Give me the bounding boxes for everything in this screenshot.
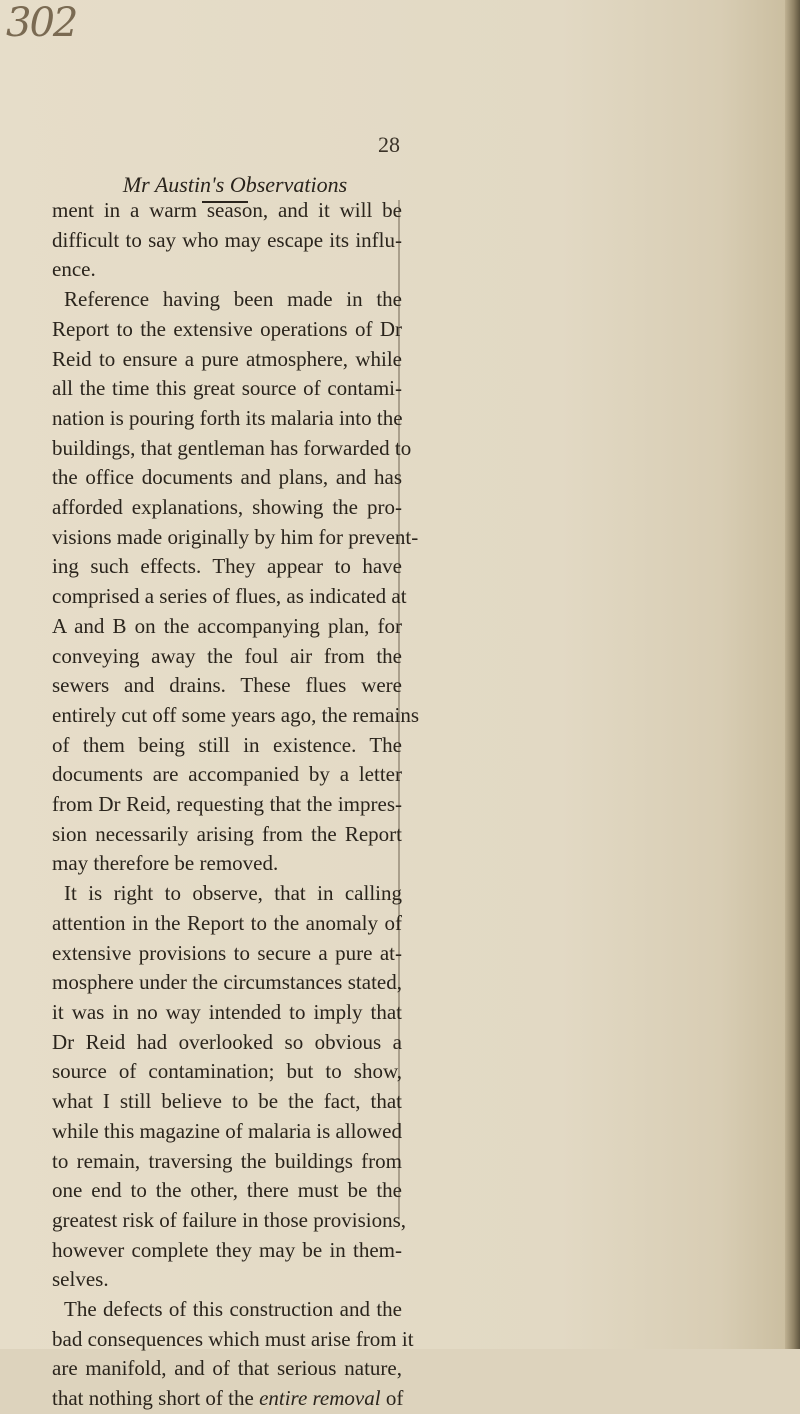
text-line: may therefore be removed. bbox=[52, 851, 279, 876]
text-line: extensive provisions to secure a pure at- bbox=[52, 940, 402, 965]
text-line: source of contamination; but to show, bbox=[52, 1059, 402, 1084]
text-line: however complete they may be in them- bbox=[52, 1237, 402, 1262]
page-number: 28 bbox=[378, 132, 400, 157]
text-line: it was in no way intended to imply that bbox=[52, 999, 402, 1024]
handwritten-folio-note: 302 bbox=[6, 0, 77, 46]
text-line: afforded explanations, showing the pro- bbox=[52, 495, 402, 520]
text-line: conveying away the foul air from the bbox=[52, 643, 402, 668]
text-line: what I still believe to be the fact, that bbox=[52, 1089, 402, 1114]
text-line: comprised a series of flues, as indicated at bbox=[52, 584, 407, 609]
final-line-start: that nothing short of the bbox=[52, 1386, 260, 1411]
body-text bbox=[52, 196, 419, 1414]
text-line: The defects of this construction and the bbox=[64, 1297, 402, 1322]
page-edge-shadow bbox=[785, 0, 800, 1349]
text-line: attention in the Report to the anomaly of bbox=[52, 910, 402, 935]
text-line: entirely cut off some years ago, the remains bbox=[52, 702, 419, 727]
text-line: Dr Reid had overlooked so obvious a bbox=[52, 1029, 402, 1054]
text-line: the office documents and plans, and has bbox=[52, 465, 402, 490]
text-line: selves. bbox=[52, 1267, 109, 1292]
text-line: ence. bbox=[52, 257, 96, 282]
text-line: sewers and drains. These flues were bbox=[52, 673, 402, 698]
text-line: Reid to ensure a pure atmosphere, while bbox=[52, 346, 402, 371]
text-line: are manifold, and of that serious nature, bbox=[52, 1356, 402, 1381]
text-line: It is right to observe, that in calling bbox=[64, 881, 402, 906]
text-line: visions made originally by him for prevent- bbox=[52, 524, 419, 549]
final-line-end: of bbox=[380, 1386, 404, 1411]
text-line: A and B on the accompanying plan, for bbox=[52, 613, 402, 638]
text-line: bad consequences which must arise from it bbox=[52, 1326, 414, 1351]
text-line-final bbox=[52, 1384, 402, 1414]
emphasized-phrase: entire removal bbox=[259, 1386, 381, 1411]
text-line: from Dr Reid, requesting that the impres- bbox=[52, 792, 402, 817]
text-line: ment in a warm season, and it will be bbox=[52, 198, 402, 222]
text-line: ing such effects. They appear to have bbox=[52, 554, 402, 579]
text-line: documents are accompanied by a letter bbox=[52, 762, 402, 787]
text-line: mosphere under the circumstances stated, bbox=[52, 970, 402, 995]
text-line: Report to the extensive operations of Dr bbox=[52, 316, 402, 341]
running-header: Mr Austin's Observations bbox=[122, 172, 348, 197]
text-line: difficult to say who may escape its influ- bbox=[52, 227, 402, 252]
text-line: of them being still in existence. The bbox=[52, 732, 402, 757]
text-line: one end to the other, there must be the bbox=[52, 1178, 402, 1203]
text-line: greatest risk of failure in those provisions, bbox=[52, 1207, 407, 1232]
text-line: sion necessarily arising from the Report bbox=[52, 821, 402, 846]
text-line: nation is pouring forth its malaria into the bbox=[52, 405, 403, 430]
text-line: to remain, traversing the buildings from bbox=[52, 1148, 402, 1173]
text-line: while this magazine of malaria is allowed bbox=[52, 1118, 402, 1143]
text-line: buildings, that gentleman has forwarded to bbox=[52, 435, 412, 460]
text-line: all the time this great source of contami- bbox=[52, 376, 402, 401]
text-line: Reference having been made in the bbox=[64, 287, 402, 312]
